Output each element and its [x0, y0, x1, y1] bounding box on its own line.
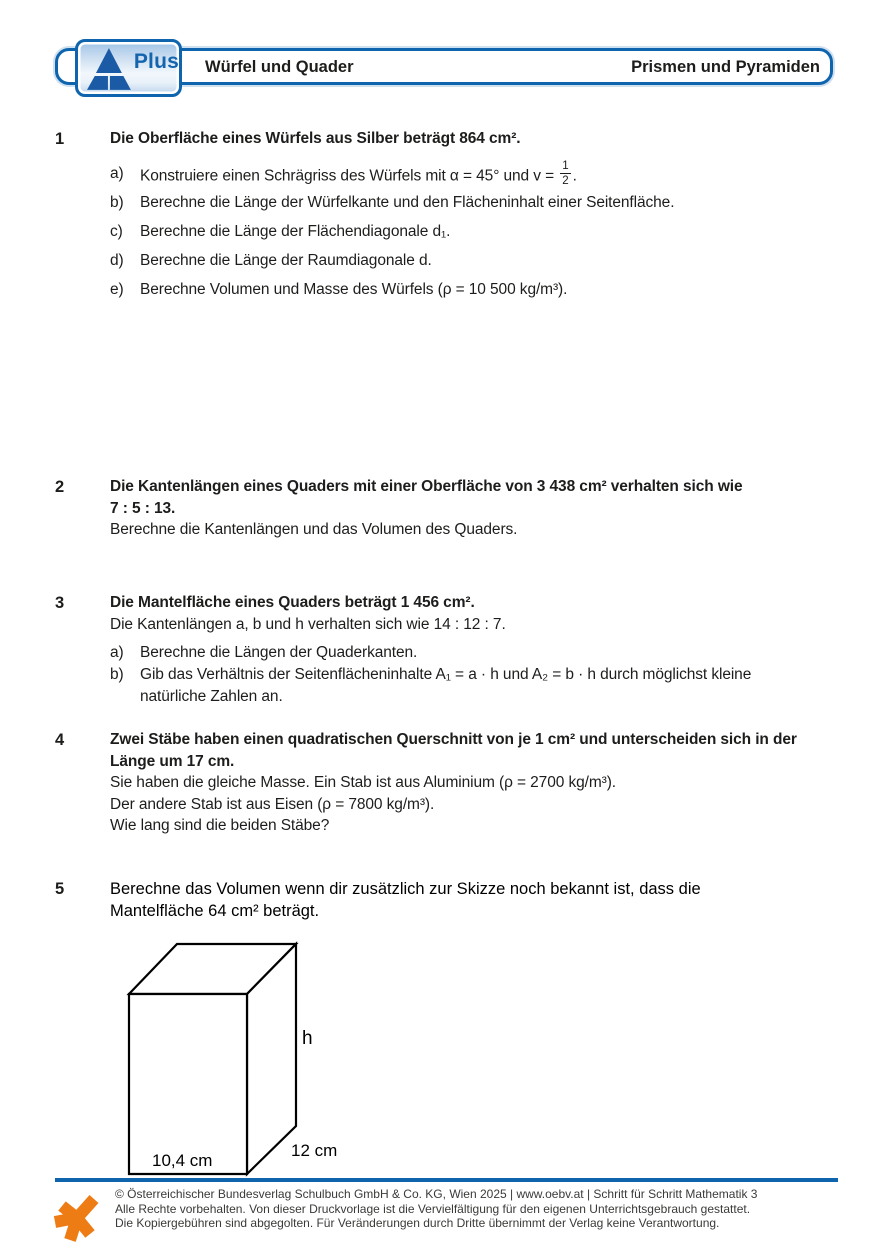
header-title-right: Prismen und Pyramiden	[631, 58, 820, 76]
task-number: 4	[55, 731, 65, 749]
task-item-c: c) Berechne die Länge der Flächendiagonale d₁.	[110, 221, 845, 250]
task-content	[110, 592, 845, 707]
task-content	[110, 878, 845, 922]
task-number: 1	[55, 130, 65, 148]
plus-logo	[75, 39, 182, 97]
depth-label: 12 cm	[291, 1141, 338, 1160]
text-block: Gib das Verhältnis der Seitenflächeninhalte A₁ = a · h und A₂ = b · h durch möglichst kleine natürliche Zahlen an.	[140, 666, 752, 705]
text-line: Berechne die Länge der Würfelkante und den Flächeninhalt einer Seitenfläche.	[140, 194, 675, 211]
task-4	[55, 729, 845, 837]
cuboid-sketch	[95, 933, 375, 1181]
task-body-line: Berechne das Volumen wenn dir zusätzlich zur Skizze noch bekannt ist, dass die	[110, 880, 701, 898]
fraction-one-half: $\frac{1}{2}$	[562, 160, 569, 188]
task-item-b: b) Gib das Verhältnis der Seitenflächeninhalte A₁ = a · h und A₂ = b · h durch möglichst kleine natürliche Zahlen an.	[110, 664, 845, 707]
task-heading: Die Oberfläche eines Würfels aus Silber beträgt 864 cm².	[110, 130, 521, 147]
task-number: 5	[55, 880, 65, 898]
task-item-b: b) Berechne die Länge der Würfelkante und den Flächeninhalt einer Seitenfläche.	[110, 192, 845, 221]
task-number: 2	[55, 478, 65, 496]
height-label: h	[302, 1028, 313, 1049]
task-number: 3	[55, 594, 65, 612]
task-body-line: Sie haben die gleiche Masse. Ein Stab ist aus Aluminium (ρ = 2700 kg/m³).	[110, 774, 616, 791]
task-content	[110, 729, 845, 837]
footer-line-3: Die Kopiergebühren sind abgegolten. Für Veränderungen durch Dritte übernimmt der Verlag keine Verantwortung.	[115, 1216, 720, 1231]
header-title-left: Würfel und Quader	[205, 58, 354, 76]
task-1	[55, 128, 845, 308]
task-item-a: a) Berechne die Längen der Quaderkanten.	[110, 642, 845, 664]
task-3	[55, 592, 845, 707]
task-body: Die Kantenlängen a, b und h verhalten sich wie 14 : 12 : 7.	[110, 615, 506, 633]
task-subitems	[110, 160, 845, 308]
pyramid-logo-icon	[85, 46, 133, 92]
task-heading-line: Länge um 17 cm.	[110, 752, 235, 770]
text-line: Konstruiere einen Schrägriss des Würfels mit α = 45° und v = $\frac{1}{2}$ .	[140, 160, 577, 188]
footer-line-1: © Österreichischer Bundesverlag Schulbuch GmbH & Co. KG, Wien 2025 | www.oebv.at | Schritt für Schritt Mathematik 3	[115, 1187, 758, 1201]
footer-line-2: Alle Rechte vorbehalten. Von dieser Druckvorlage ist die Vervielfältigung für den eigenen Unterrichtsgebrauch gestattet.	[115, 1201, 751, 1216]
plus-logo-text: Plus	[133, 50, 179, 73]
oebv-logo-icon	[46, 1190, 108, 1250]
task-body-line: Der andere Stab ist aus Eisen (ρ = 7800 kg/m³).	[110, 795, 435, 813]
text-line: Berechne die Längen der Quaderkanten.	[140, 644, 418, 661]
text-line: Berechne die Länge der Flächendiagonale d₁.	[140, 223, 451, 240]
text-line: Berechne Volumen und Masse des Würfels (ρ = 10 500 kg/m³).	[140, 281, 568, 298]
task-content	[110, 128, 845, 308]
task-heading-line: Die Kantenlängen eines Quaders mit einer Oberfläche von 3 438 cm² verhalten sich wie	[110, 478, 743, 495]
width-label: 10,4 cm	[152, 1151, 213, 1170]
task-content	[110, 476, 845, 541]
task-heading: Die Mantelfläche eines Quaders beträgt 1 456 cm².	[110, 594, 475, 611]
task-item-d: d) Berechne die Länge der Raumdiagonale d.	[110, 250, 845, 279]
task-item-a: a) Konstruiere einen Schrägriss des Würfels mit α = 45° und v = $\frac{1}{2}$ .	[110, 163, 845, 192]
task-2	[55, 476, 845, 541]
task-body-line: Mantelfläche 64 cm² beträgt.	[110, 902, 320, 920]
task-item-e: e) Berechne Volumen und Masse des Würfels (ρ = 10 500 kg/m³).	[110, 279, 845, 308]
footer-imprint	[115, 1187, 757, 1231]
footer-divider	[55, 1178, 838, 1182]
task-5	[55, 878, 845, 922]
text-line: Berechne die Länge der Raumdiagonale d.	[140, 252, 432, 269]
task-heading-line: Zwei Stäbe haben einen quadratischen Querschnitt von je 1 cm² und unterscheiden sich in der	[110, 731, 797, 748]
task-body: Berechne die Kantenlängen und das Volumen des Quaders.	[110, 521, 518, 538]
task-subitems	[110, 642, 845, 707]
task-body-line: Wie lang sind die beiden Stäbe?	[110, 817, 330, 834]
task-heading-line: 7 : 5 : 13.	[110, 499, 176, 517]
